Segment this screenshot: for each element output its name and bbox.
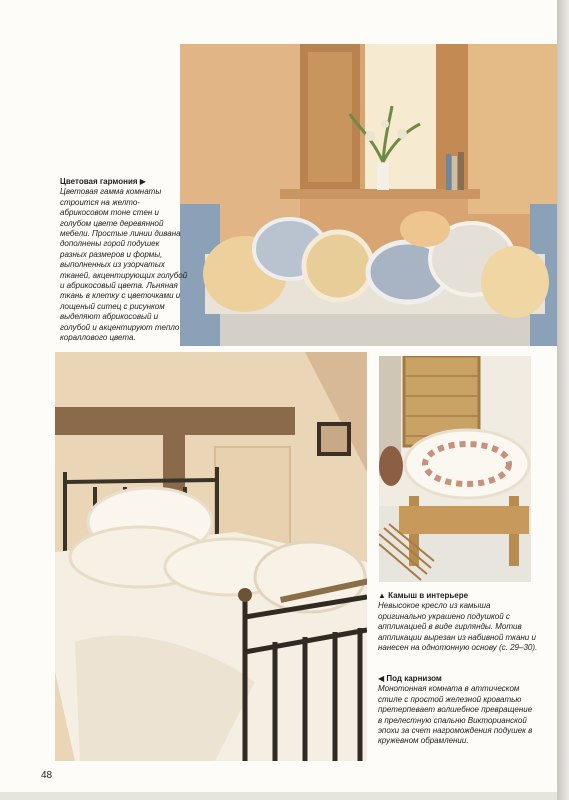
caption-wicker <box>378 591 538 653</box>
caption-body: Цветовая гамма комнаты строится на желто-абрикосовом тоне стен и голубом цвете деревянной мебели. Простые линии дивана дополнены горой подушек разных размеров и формы, выполненных из узорчатых тканей, акцентирующих голубой и абрикосовый цвета. Льняная ткань в клетку с цветочками и лощеный ситец с рисунком выделяют абрикосовый и голубой и акцентируют тепло кораллового цвета. <box>60 187 188 343</box>
caption-heading: Цветовая гармония <box>60 177 138 186</box>
appliqued-cushion <box>405 430 529 498</box>
chair-illustration <box>379 356 531 582</box>
caption-heading: Под карнизом <box>386 674 442 683</box>
page-edge <box>557 0 569 800</box>
wicker-chair-photo <box>379 356 531 582</box>
caption-body: Невысокое кресло из камыша оригинально украшено подушкой с аппликацией в виде гирлянды. Мотив аппликации вырезан из набивной ткани и нанесен на однотонную основу (с. 29–30). <box>378 601 538 653</box>
caption-heading: Камыш в интерьере <box>388 591 469 600</box>
caption-body: Монотонная комната в аттическом стиле с простой железной кроватью претерпевает волшебное превращение в прелестную спальню Викторианской эпохи за счет нагромождения подушек в кружевном обрамлении. <box>378 684 533 746</box>
caption-under-eaves <box>378 674 538 747</box>
left-triangle-icon: ◀ <box>378 674 385 683</box>
sofa-illustration <box>180 44 557 346</box>
sofa-photo <box>180 44 557 346</box>
bedroom-photo <box>55 352 367 761</box>
page-number: 48 <box>41 770 53 781</box>
bedroom-illustration <box>55 352 367 761</box>
up-triangle-icon: ▲ <box>378 591 386 600</box>
caption-color-harmony <box>60 177 188 344</box>
page-bottom-strip <box>0 792 557 800</box>
books <box>446 152 464 190</box>
right-triangle-icon: ▶ <box>139 177 146 186</box>
